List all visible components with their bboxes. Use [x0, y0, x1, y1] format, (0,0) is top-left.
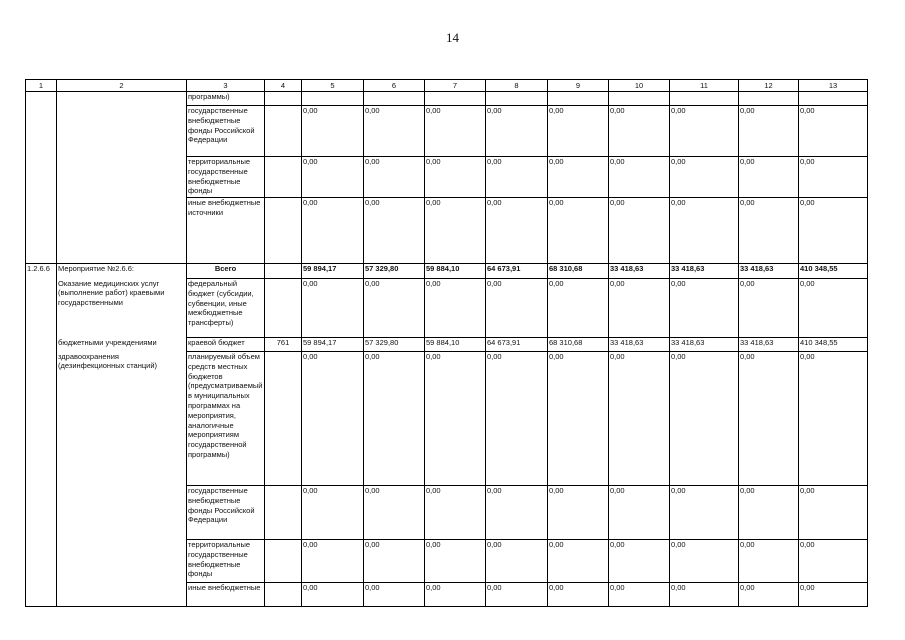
value-cell: 0,00	[609, 352, 670, 486]
value-cell: 0,00	[739, 540, 799, 583]
value-cell: 410 348,55	[799, 338, 868, 352]
code-cell	[265, 583, 302, 607]
row-number-cell	[26, 540, 57, 583]
value-cell: 0,00	[425, 279, 486, 338]
value-cell: 0,00	[486, 486, 548, 540]
funding-source-cell: иные внебюджетные источники	[187, 198, 265, 264]
value-cell: 0,00	[364, 279, 425, 338]
budget-table	[25, 79, 868, 607]
value-cell: 0,00	[302, 198, 364, 264]
column-header: 4	[265, 80, 302, 92]
value-cell: 0,00	[548, 486, 609, 540]
value-cell	[425, 92, 486, 106]
value-cell: 0,00	[670, 106, 739, 157]
value-cell: 0,00	[486, 540, 548, 583]
value-cell: 0,00	[364, 157, 425, 198]
table-row	[26, 198, 868, 264]
page-number: 14	[446, 30, 459, 45]
value-cell: 0,00	[364, 540, 425, 583]
activity-name-cell	[57, 157, 187, 198]
value-cell: 0,00	[425, 583, 486, 607]
activity-name-cell	[57, 106, 187, 157]
value-cell: 0,00	[302, 106, 364, 157]
value-cell: 0,00	[364, 583, 425, 607]
value-cell: 0,00	[609, 486, 670, 540]
value-cell: 0,00	[425, 352, 486, 486]
value-cell: 59 884,10	[425, 264, 486, 279]
value-cell: 64 673,91	[486, 264, 548, 279]
value-cell: 0,00	[739, 198, 799, 264]
value-cell: 0,00	[364, 106, 425, 157]
code-cell	[265, 157, 302, 198]
value-cell: 0,00	[609, 279, 670, 338]
value-cell: 59 894,17	[302, 338, 364, 352]
value-cell: 0,00	[799, 352, 868, 486]
column-header: 2	[57, 80, 187, 92]
value-cell: 0,00	[799, 540, 868, 583]
value-cell: 0,00	[670, 540, 739, 583]
activity-name-cell	[57, 486, 187, 540]
value-cell: 0,00	[739, 486, 799, 540]
value-cell: 0,00	[302, 583, 364, 607]
value-cell: 57 329,80	[364, 338, 425, 352]
value-cell	[486, 92, 548, 106]
value-cell: 0,00	[739, 279, 799, 338]
row-number-cell	[26, 106, 57, 157]
value-cell: 0,00	[364, 352, 425, 486]
activity-name-cell	[57, 583, 187, 607]
value-cell: 0,00	[799, 157, 868, 198]
column-header: 6	[364, 80, 425, 92]
value-cell: 0,00	[486, 198, 548, 264]
row-number-cell	[26, 583, 57, 607]
value-cell	[302, 92, 364, 106]
activity-name-cell: Мероприятие №2.6.6:	[57, 264, 187, 279]
table-row	[26, 583, 868, 607]
row-number-cell	[26, 198, 57, 264]
value-cell	[799, 92, 868, 106]
value-cell: 0,00	[425, 157, 486, 198]
code-cell	[265, 106, 302, 157]
value-cell: 33 418,63	[609, 338, 670, 352]
row-number-cell	[26, 352, 57, 486]
value-cell: 410 348,55	[799, 264, 868, 279]
value-cell: 0,00	[670, 486, 739, 540]
value-cell: 33 418,63	[670, 264, 739, 279]
activity-name-cell	[57, 540, 187, 583]
value-cell: 0,00	[609, 540, 670, 583]
value-cell: 0,00	[548, 583, 609, 607]
code-cell	[265, 352, 302, 486]
code-cell	[265, 279, 302, 338]
value-cell: 0,00	[739, 157, 799, 198]
code-cell	[265, 486, 302, 540]
value-cell: 57 329,80	[364, 264, 425, 279]
value-cell: 0,00	[548, 157, 609, 198]
value-cell	[548, 92, 609, 106]
value-cell: 0,00	[302, 279, 364, 338]
value-cell: 0,00	[486, 279, 548, 338]
value-cell: 0,00	[739, 583, 799, 607]
row-number-cell	[26, 279, 57, 338]
code-cell: 761	[265, 338, 302, 352]
value-cell	[739, 92, 799, 106]
value-cell	[609, 92, 670, 106]
row-number-cell	[26, 92, 57, 106]
table-row	[26, 264, 868, 279]
funding-source-cell: федеральный бюджет (субсидии, субвенции, иные межбюджетные трансферты)	[187, 279, 265, 338]
value-cell: 0,00	[799, 279, 868, 338]
table-row	[26, 486, 868, 540]
value-cell: 33 418,63	[739, 264, 799, 279]
value-cell: 0,00	[548, 352, 609, 486]
table-row	[26, 92, 868, 106]
table-row	[26, 338, 868, 352]
activity-name-cell	[57, 198, 187, 264]
value-cell	[364, 92, 425, 106]
table-row	[26, 279, 868, 338]
activity-name-cell: здравоохранения (дезинфекционных станций)	[57, 352, 187, 486]
value-cell: 0,00	[302, 157, 364, 198]
value-cell: 0,00	[425, 540, 486, 583]
value-cell: 0,00	[486, 352, 548, 486]
value-cell: 0,00	[425, 106, 486, 157]
value-cell: 59 894,17	[302, 264, 364, 279]
value-cell: 0,00	[609, 198, 670, 264]
column-header: 3	[187, 80, 265, 92]
value-cell: 0,00	[609, 106, 670, 157]
value-cell: 33 418,63	[670, 338, 739, 352]
value-cell: 0,00	[302, 352, 364, 486]
value-cell: 0,00	[486, 583, 548, 607]
value-cell: 68 310,68	[548, 338, 609, 352]
value-cell: 0,00	[548, 279, 609, 338]
value-cell	[670, 92, 739, 106]
value-cell: 0,00	[739, 352, 799, 486]
funding-source-cell: территориальные государственные внебюджетные фонды	[187, 540, 265, 583]
value-cell: 0,00	[364, 198, 425, 264]
funding-source-cell: иные внебюджетные	[187, 583, 265, 607]
value-cell: 0,00	[425, 486, 486, 540]
row-number-cell	[26, 338, 57, 352]
column-header: 11	[670, 80, 739, 92]
table-row	[26, 157, 868, 198]
column-header: 7	[425, 80, 486, 92]
funding-source-cell: Всего	[187, 264, 265, 279]
value-cell: 0,00	[302, 486, 364, 540]
row-number-cell: 1.2.6.6	[26, 264, 57, 279]
column-header: 8	[486, 80, 548, 92]
code-cell	[265, 540, 302, 583]
funding-source-cell: территориальные государственные внебюджетные фонды	[187, 157, 265, 198]
column-header: 12	[739, 80, 799, 92]
value-cell: 0,00	[486, 106, 548, 157]
value-cell: 0,00	[548, 106, 609, 157]
table-row	[26, 540, 868, 583]
table-row	[26, 352, 868, 486]
value-cell: 0,00	[609, 583, 670, 607]
value-cell: 64 673,91	[486, 338, 548, 352]
header-row	[26, 80, 868, 92]
activity-name-cell: бюджетными учреждениями	[57, 338, 187, 352]
value-cell: 0,00	[670, 198, 739, 264]
value-cell: 0,00	[670, 279, 739, 338]
funding-source-cell: краевой бюджет	[187, 338, 265, 352]
value-cell: 0,00	[670, 352, 739, 486]
value-cell: 0,00	[799, 198, 868, 264]
activity-name-cell: Оказание медицинских услуг (выполнение работ) краевыми государственными	[57, 279, 187, 338]
value-cell: 68 310,68	[548, 264, 609, 279]
value-cell: 59 884,10	[425, 338, 486, 352]
value-cell: 0,00	[609, 157, 670, 198]
column-header: 10	[609, 80, 670, 92]
value-cell: 0,00	[548, 540, 609, 583]
value-cell: 0,00	[799, 583, 868, 607]
code-cell	[265, 264, 302, 279]
value-cell: 0,00	[670, 583, 739, 607]
column-header: 1	[26, 80, 57, 92]
value-cell: 0,00	[302, 540, 364, 583]
code-cell	[265, 92, 302, 106]
value-cell: 0,00	[739, 106, 799, 157]
funding-source-cell: государственные внебюджетные фонды Российской Федерации	[187, 486, 265, 540]
value-cell: 0,00	[425, 198, 486, 264]
column-header: 5	[302, 80, 364, 92]
value-cell: 0,00	[670, 157, 739, 198]
column-header: 13	[799, 80, 868, 92]
value-cell: 0,00	[799, 106, 868, 157]
column-header: 9	[548, 80, 609, 92]
value-cell: 33 418,63	[609, 264, 670, 279]
row-number-cell	[26, 486, 57, 540]
table-row	[26, 106, 868, 157]
code-cell	[265, 198, 302, 264]
value-cell: 0,00	[364, 486, 425, 540]
value-cell: 33 418,63	[739, 338, 799, 352]
value-cell: 0,00	[486, 157, 548, 198]
value-cell: 0,00	[548, 198, 609, 264]
value-cell: 0,00	[799, 486, 868, 540]
row-number-cell	[26, 157, 57, 198]
funding-source-cell: программы)	[187, 92, 265, 106]
funding-source-cell: планируемый объем средств местных бюджетов (предусматриваемый в муниципальных программах на мероприятия, аналогичные мероприятиям государственной программы)	[187, 352, 265, 486]
funding-source-cell: государственные внебюджетные фонды Российской Федерации	[187, 106, 265, 157]
activity-name-cell	[57, 92, 187, 106]
